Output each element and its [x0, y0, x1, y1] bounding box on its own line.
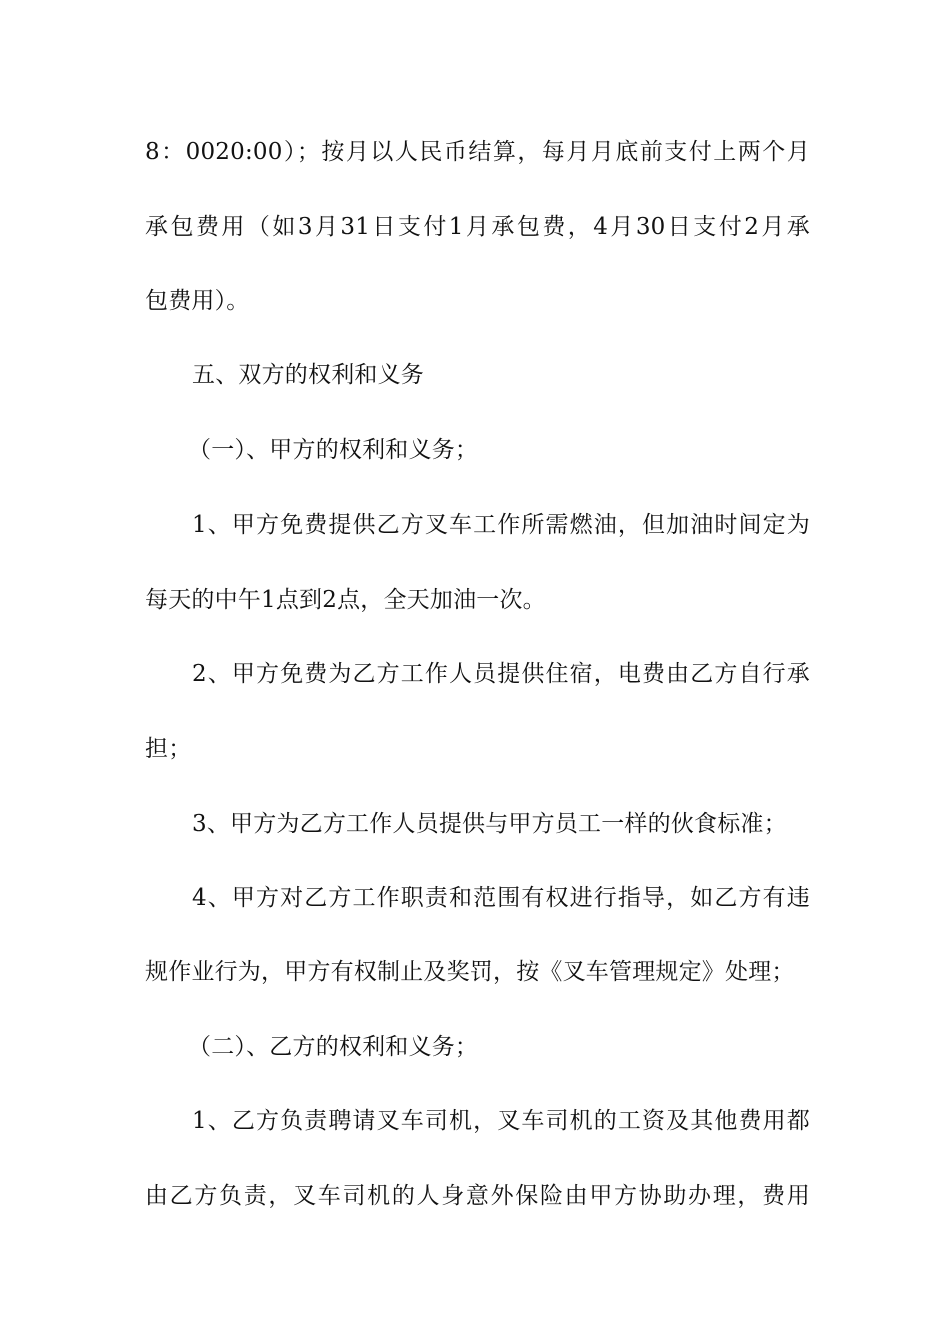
- text-line-8: 2、甲方免费为乙方工作人员提供住宿，电费由乙方自行承: [192, 661, 810, 687]
- text-line-9: 担；: [145, 736, 192, 762]
- subsection-heading-party-a: （一）、甲方的权利和义务；: [188, 437, 479, 463]
- text-line-7: 每天的中午1点到2点，全天加油一次。: [145, 587, 546, 613]
- text-line-3: 包费用）。: [145, 288, 250, 314]
- text-line-6: 1、甲方免费提供乙方叉车工作所需燃油，但加油时间定为: [192, 512, 810, 538]
- text-line-10: 3、甲方为乙方工作人员提供与甲方员工一样的伙食标准；: [192, 811, 787, 837]
- section-heading-5: 五、双方的权利和义务: [192, 362, 424, 388]
- text-line-15: 由乙方负责，叉车司机的人身意外保险由甲方协助办理，费用: [145, 1183, 810, 1209]
- text-line-1: 8：0020:00）；按月以人民币结算，每月月底前支付上两个月: [145, 139, 810, 165]
- text-line-14: 1、乙方负责聘请叉车司机，叉车司机的工资及其他费用都: [192, 1108, 810, 1134]
- text-line-12: 规作业行为，甲方有权制止及奖罚，按《叉车管理规定》处理；: [145, 959, 795, 985]
- subsection-heading-party-b: （二）、乙方的权利和义务；: [188, 1034, 479, 1060]
- text-line-2: 承包费用（如3月31日支付1月承包费，4月30日支付2月承: [145, 214, 810, 240]
- text-line-11: 4、甲方对乙方工作职责和范围有权进行指导，如乙方有违: [192, 885, 810, 911]
